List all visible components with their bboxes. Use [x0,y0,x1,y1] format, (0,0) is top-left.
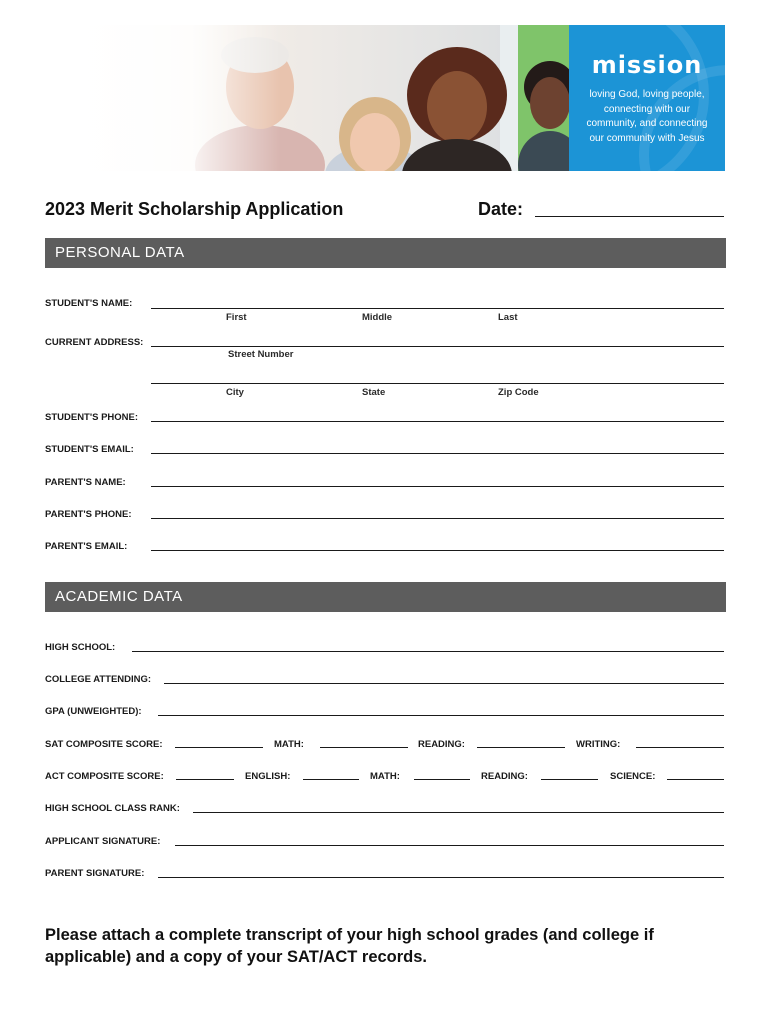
applicant-signature-label: APPLICANT SIGNATURE: [45,836,161,847]
city-state-zip-field[interactable] [151,383,724,384]
parent-signature-field[interactable] [158,877,724,878]
act-composite-label: ACT COMPOSITE SCORE: [45,771,164,782]
last-sublabel: Last [498,312,518,323]
sat-reading-label: READING: [418,739,465,750]
class-rank-field[interactable] [193,812,724,813]
parent-signature-label: PARENT SIGNATURE: [45,868,145,879]
high-school-field[interactable] [132,651,724,652]
college-attending-field[interactable] [164,683,724,684]
act-science-label: SCIENCE: [610,771,656,782]
transcript-note: Please attach a complete transcript of your high school grades (and college if applicable) and a copy of your SAT/ACT records. [45,926,654,966]
class-rank-label: HIGH SCHOOL CLASS RANK: [45,803,180,814]
act-composite-field[interactable] [176,779,234,780]
college-attending-label: COLLEGE ATTENDING: [45,674,152,685]
personal-data-title: PERSONAL DATA [55,244,185,261]
act-reading-label: READING: [481,771,528,782]
student-phone-label: STUDENT'S PHONE: [45,412,139,423]
sat-composite-label: SAT COMPOSITE SCORE: [45,739,163,750]
date-field[interactable] [535,216,724,217]
student-email-label: STUDENT'S EMAIL: [45,444,134,455]
street-address-field[interactable] [151,346,724,347]
act-english-field[interactable] [303,779,359,780]
student-phone-field[interactable] [151,421,724,422]
city-sublabel: City [226,387,244,398]
zip-sublabel: Zip Code [498,387,539,398]
act-reading-field[interactable] [541,779,598,780]
parent-name-field[interactable] [151,486,724,487]
student-name-label: STUDENT'S NAME: [45,298,133,309]
gpa-field[interactable] [158,715,724,716]
gpa-label: GPA (UNWEIGHTED): [45,706,142,717]
parent-email-field[interactable] [151,550,724,551]
applicant-signature-field[interactable] [175,845,724,846]
act-math-field[interactable] [414,779,470,780]
sat-composite-field[interactable] [175,747,263,748]
header-banner [45,25,725,171]
street-number-sublabel: Street Number [228,349,294,360]
students-photo [45,25,569,171]
act-english-label: ENGLISH: [245,771,291,782]
parent-name-label: PARENT'S NAME: [45,477,126,488]
first-sublabel: First [226,312,247,323]
state-sublabel: State [362,387,386,398]
mission-panel [569,25,725,171]
act-science-field[interactable] [667,779,724,780]
academic-data-header [45,582,726,612]
sat-writing-field[interactable] [636,747,724,748]
parent-phone-label: PARENT'S PHONE: [45,509,132,520]
mission-statement: loving God, loving people, connecting with our community, and connecting our community with Jesus [586,89,708,144]
sat-math-label: MATH: [274,739,304,750]
mission-title: mission [591,51,703,79]
parent-email-label: PARENT'S EMAIL: [45,541,128,552]
act-math-label: MATH: [370,771,400,782]
student-email-field[interactable] [151,453,724,454]
academic-data-title: ACADEMIC DATA [55,588,183,605]
parent-phone-field[interactable] [151,518,724,519]
current-address-label: CURRENT ADDRESS: [45,337,144,348]
sat-math-field[interactable] [320,747,408,748]
form-title: 2023 Merit Scholarship Application [45,199,344,219]
sat-writing-label: WRITING: [576,739,621,750]
date-label: Date: [478,199,524,219]
student-name-field[interactable] [151,308,724,309]
sat-reading-field[interactable] [477,747,565,748]
middle-sublabel: Middle [362,312,393,323]
high-school-label: HIGH SCHOOL: [45,642,116,653]
personal-data-header [45,238,726,268]
